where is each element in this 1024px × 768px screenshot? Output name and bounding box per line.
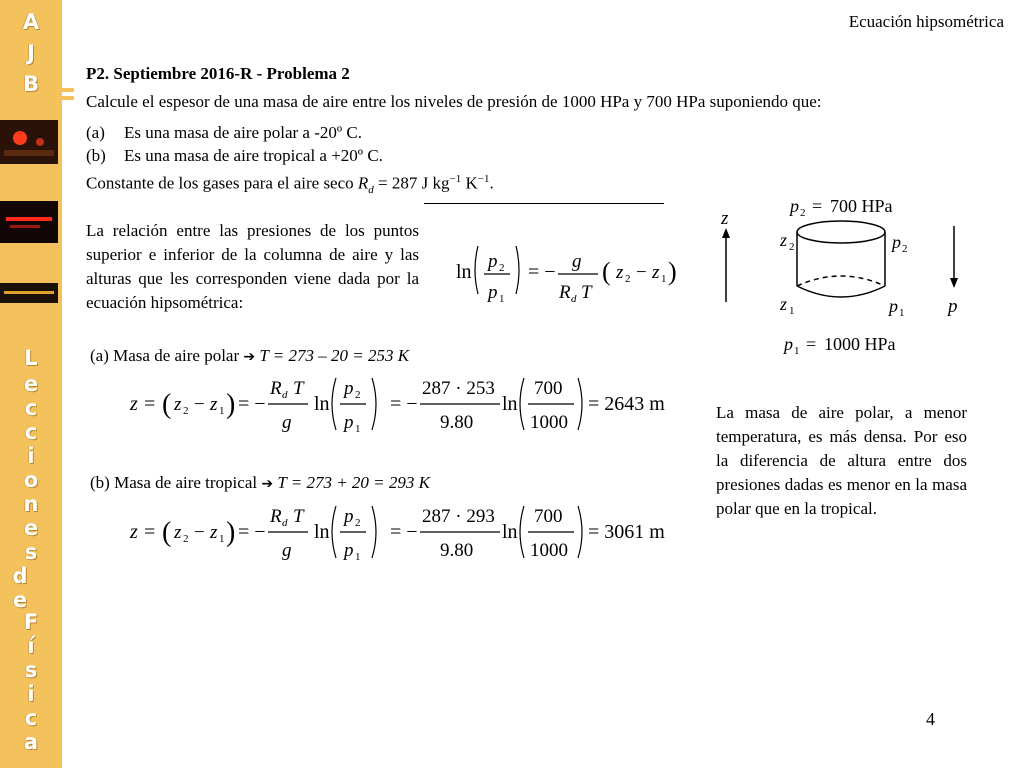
svg-text:p: p: [889, 296, 898, 316]
part-a-denominator: 9.80: [440, 412, 474, 433]
lab-photo-3: [0, 283, 58, 303]
svg-text:p: p: [488, 282, 498, 303]
svg-text:1: 1: [899, 307, 905, 319]
svg-text:=: =: [144, 393, 156, 415]
separator-line: [424, 203, 664, 204]
sidebar-letter: a: [23, 730, 39, 754]
svg-text:1: 1: [661, 273, 667, 285]
gas-constant-text: Constante de los gases para el aire seco: [86, 173, 358, 193]
svg-text:1: 1: [789, 305, 795, 317]
sidebar-letter: e: [23, 372, 39, 396]
part-b-ln-numerator: 700: [534, 506, 563, 527]
svg-text:ln: ln: [314, 521, 330, 543]
sidebar-letter: L: [24, 346, 38, 370]
part-b-ln-denominator: 1000: [530, 540, 568, 561]
svg-text:ln: ln: [502, 521, 518, 543]
sidebar-letter: i: [27, 444, 35, 468]
svg-text:= −: = −: [390, 521, 418, 543]
part-a-numerator: 287 · 253: [422, 378, 495, 399]
sidebar-letter: B: [22, 72, 39, 96]
svg-text:g: g: [572, 251, 582, 272]
gas-constant-symbol: R: [357, 173, 369, 193]
p1-value: 1000 HPa: [824, 334, 896, 354]
sidebar-letter: s: [24, 540, 38, 564]
svg-text:2: 2: [183, 405, 189, 417]
gas-constant-value: = 287 J kg: [373, 173, 450, 193]
svg-text:1: 1: [219, 533, 225, 545]
sidebar-letter: c: [24, 706, 38, 730]
svg-text:2: 2: [800, 207, 806, 219]
svg-text:=: =: [144, 521, 156, 543]
svg-text:= −: = −: [390, 393, 418, 415]
problem-item-b: [86, 144, 383, 167]
item-label: (b): [86, 146, 106, 165]
svg-text:1: 1: [355, 551, 361, 563]
svg-text:ln: ln: [502, 393, 518, 415]
svg-text:= −: = −: [238, 393, 266, 415]
part-a-ln-numerator: 700: [534, 378, 563, 399]
svg-text:z: z: [174, 522, 182, 543]
part-a-equation: [128, 372, 688, 436]
svg-text:p: p: [344, 412, 354, 433]
svg-text:): ): [226, 389, 236, 420]
svg-text:(: (: [162, 517, 172, 548]
svg-text:R: R: [270, 506, 282, 527]
svg-text:p: p: [784, 334, 793, 354]
problem-item-a: [86, 121, 362, 144]
hypsometric-equation: [452, 236, 692, 306]
svg-text:= −: = −: [528, 261, 556, 283]
sidebar-letter: n: [23, 492, 39, 516]
sidebar: [0, 0, 62, 768]
sidebar-letter: i: [27, 682, 35, 706]
svg-text:d: d: [282, 517, 288, 529]
sidebar-letter: d: [12, 564, 28, 588]
svg-text:2: 2: [789, 241, 795, 253]
svg-text:2: 2: [183, 533, 189, 545]
sidebar-letter: A: [22, 10, 40, 34]
svg-text:R: R: [270, 378, 282, 399]
svg-text:z: z: [174, 394, 182, 415]
svg-text:R: R: [559, 282, 571, 303]
svg-text:2: 2: [355, 517, 361, 529]
arrow-icon: ➔: [261, 476, 274, 492]
svg-text:p: p: [344, 506, 354, 527]
svg-text:T: T: [293, 378, 304, 399]
part-b-temperature: T = 273 + 20 = 293 K: [273, 473, 430, 492]
svg-text:2: 2: [499, 262, 505, 274]
svg-text:): ): [668, 257, 677, 286]
sidebar-letter: o: [23, 468, 39, 492]
part-b-numerator: 287 · 293: [422, 506, 495, 527]
svg-text:z: z: [210, 522, 218, 543]
page-number: 4: [926, 709, 935, 729]
lab-photo-1: [0, 120, 58, 164]
svg-text:2: 2: [625, 273, 631, 285]
gas-constant-exponent: −1: [477, 173, 490, 185]
svg-text:−: −: [636, 262, 647, 283]
sidebar-letter: e: [23, 516, 39, 540]
svg-text:1: 1: [355, 423, 361, 435]
relation-paragraph: La relación entre las presiones de los puntos superior e inferior de la columna de aire y las alturas que les corresponden viene dada por la ecuación hipsométrica:: [86, 221, 419, 312]
svg-text:p: p: [892, 232, 901, 252]
conclusion-paragraph: La masa de aire polar, a menor temperatura, es más densa. Por eso la diferencia de altura entre dos presiones dadas es menor en la masa polar que en la tropical.: [716, 403, 967, 518]
svg-text:1: 1: [794, 345, 800, 357]
svg-text:(: (: [602, 257, 611, 286]
svg-text:g: g: [282, 412, 292, 433]
svg-text:ln: ln: [314, 393, 330, 415]
sidebar-letter: J: [27, 41, 35, 65]
sidebar-dash-decoration: [60, 88, 74, 102]
item-text: Es una masa de aire tropical a +20º C.: [124, 146, 383, 165]
svg-text:2: 2: [355, 389, 361, 401]
part-a-label: (a) Masa de aire polar: [90, 346, 244, 365]
svg-text:2: 2: [902, 243, 908, 255]
part-a-temperature: T = 273 – 20 = 253 K: [255, 346, 410, 365]
svg-text:d: d: [282, 389, 288, 401]
svg-text:z: z: [130, 521, 138, 543]
svg-text:p: p: [344, 540, 354, 561]
gas-constant-line: [86, 168, 494, 202]
svg-text:g: g: [282, 540, 292, 561]
svg-text:z: z: [210, 394, 218, 415]
svg-text:T: T: [293, 506, 304, 527]
sidebar-letter: í: [27, 634, 35, 658]
item-label: (a): [86, 123, 105, 142]
sidebar-letter: c: [24, 396, 38, 420]
lab-photo-2: [0, 201, 58, 243]
part-b-equation: [128, 500, 688, 564]
part-a-result: = 2643 m: [588, 393, 665, 415]
part-a-ln-denominator: 1000: [530, 412, 568, 433]
sidebar-letter: e: [12, 588, 28, 612]
sidebar-letter: s: [24, 658, 38, 682]
p2-value: 700 HPa: [830, 196, 893, 216]
problem-statement: Calcule el espesor de una masa de aire entre los niveles de presión de 1000 HPa y 700 HPa suponiendo que:: [86, 92, 822, 111]
p-axis-label: p: [948, 296, 958, 317]
svg-text:p: p: [790, 196, 799, 216]
svg-text:−: −: [194, 394, 205, 415]
svg-text:z: z: [652, 262, 660, 283]
slide-topic: Ecuación hipsométrica: [848, 12, 1004, 31]
svg-text:z: z: [780, 230, 788, 250]
part-b-denominator: 9.80: [440, 540, 474, 561]
svg-text:z: z: [616, 262, 624, 283]
problem-title: P2. Septiembre 2016-R - Problema 2: [86, 64, 350, 83]
svg-text:=: =: [812, 196, 823, 216]
gas-constant-end: .: [489, 173, 494, 193]
part-b-heading: [90, 471, 430, 496]
z-axis-label: z: [721, 208, 729, 229]
svg-text:d: d: [571, 293, 577, 305]
air-column-diagram: [712, 192, 972, 362]
part-b-label: (b) Masa de aire tropical: [90, 473, 262, 492]
part-a-heading: [90, 344, 409, 369]
svg-text:= −: = −: [238, 521, 266, 543]
svg-text:1: 1: [219, 405, 225, 417]
gas-constant-exponent: −1: [449, 173, 462, 185]
part-b-result: = 3061 m: [588, 521, 665, 543]
svg-text:z: z: [780, 294, 788, 314]
svg-text:1: 1: [499, 293, 505, 305]
svg-text:(: (: [162, 389, 172, 420]
svg-text:−: −: [194, 522, 205, 543]
arrow-icon: ➔: [243, 349, 256, 365]
gas-constant-unit: K: [461, 173, 478, 193]
svg-text:=: =: [806, 334, 817, 354]
gas-constant-subscript: d: [368, 184, 374, 197]
svg-text:T: T: [581, 282, 592, 303]
sidebar-letter: c: [24, 420, 38, 444]
svg-text:p: p: [344, 378, 354, 399]
svg-text:p: p: [488, 251, 498, 272]
svg-text:ln: ln: [456, 261, 472, 283]
item-text: Es una masa de aire polar a -20º C.: [124, 123, 362, 142]
svg-text:): ): [226, 517, 236, 548]
svg-text:z: z: [130, 393, 138, 415]
sidebar-letter: F: [23, 610, 39, 634]
